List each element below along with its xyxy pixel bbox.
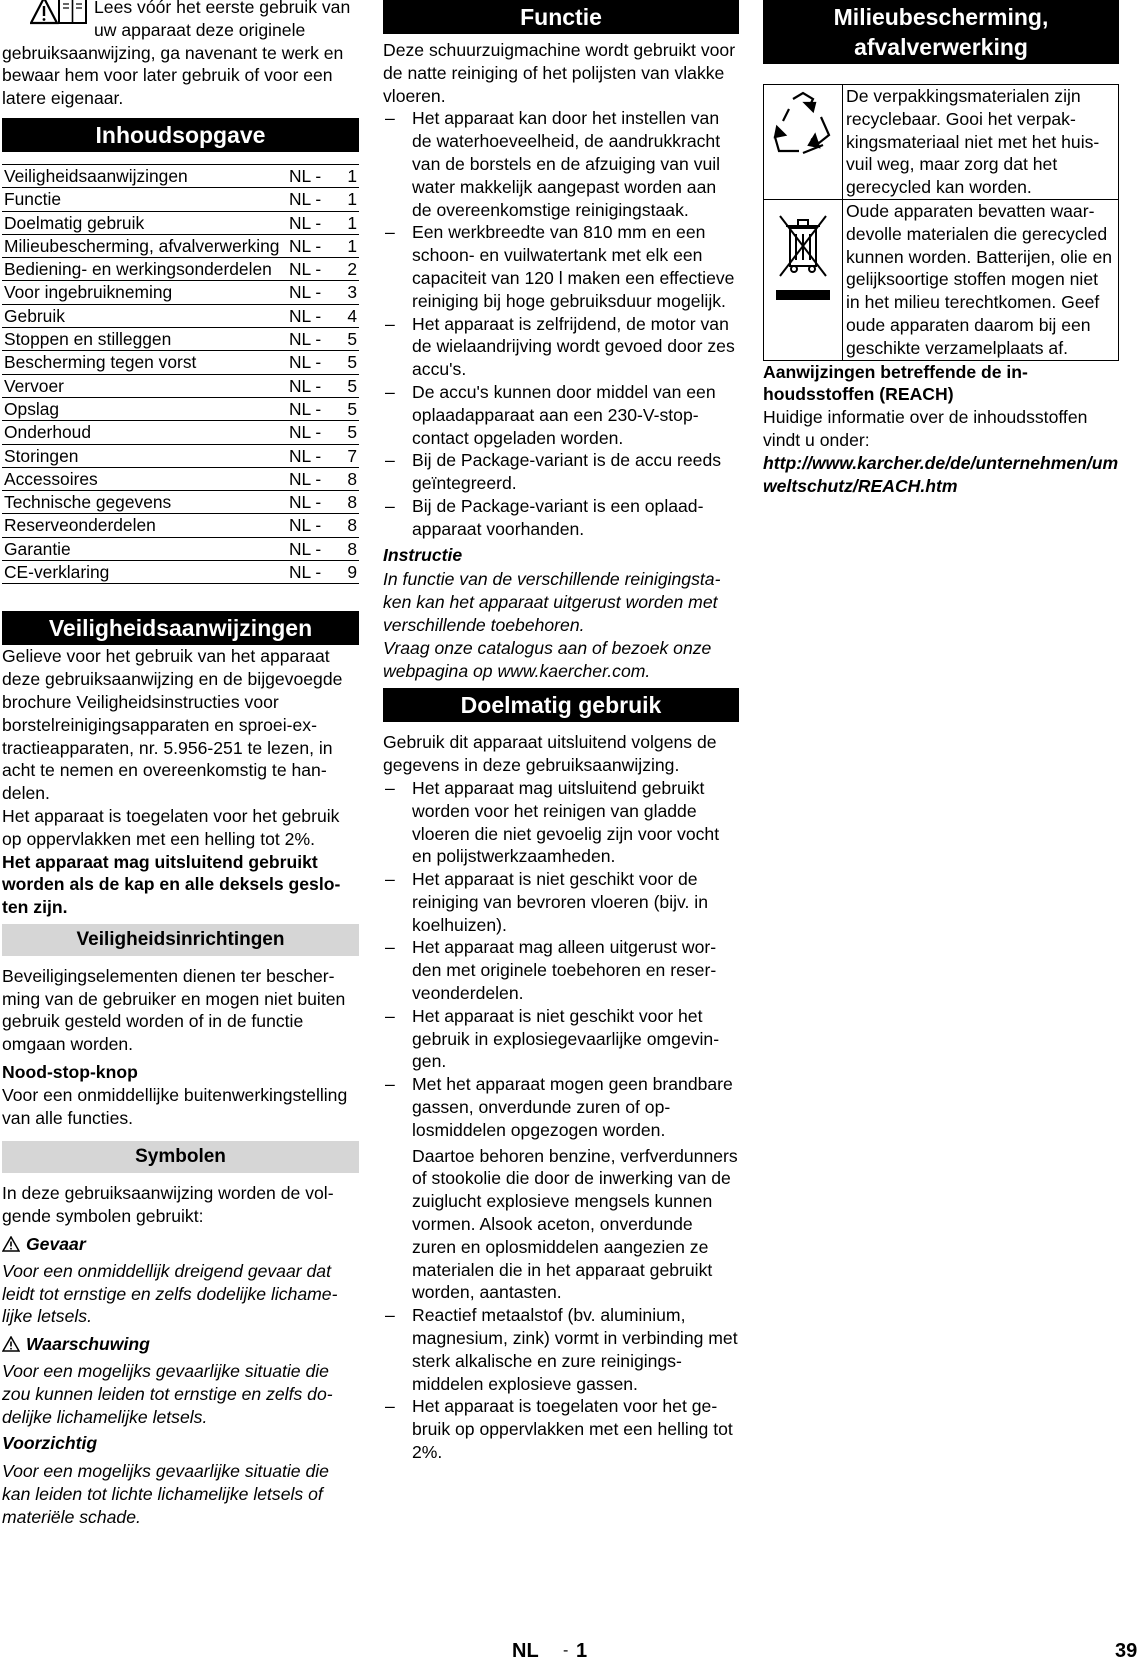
- toc-row[interactable]: [2, 467, 359, 490]
- toc-row[interactable]: [2, 444, 359, 467]
- toc-row[interactable]: [2, 258, 359, 281]
- toc-page: 2: [341, 258, 359, 281]
- recycle-icon: [769, 89, 837, 161]
- toc-heading: Inhoudsopgave: [2, 118, 359, 152]
- function-bullet: – Bij de Package-variant is de accu reeds geïntegreerd.: [383, 449, 739, 495]
- toc-section: NL -: [287, 234, 341, 257]
- environment-table: [763, 84, 1119, 361]
- toc-page: 9: [341, 561, 359, 584]
- toc-page: 8: [341, 537, 359, 560]
- danger-triangle-icon: [2, 1236, 20, 1252]
- function-bullet: – Het apparaat is zelfrijdend, de motor van de wielaandrijving wordt gevoed door zes accu's.: [383, 313, 739, 381]
- toc-title: Functie: [2, 188, 287, 211]
- toc-row[interactable]: [2, 351, 359, 374]
- toc-section: NL -: [287, 351, 341, 374]
- function-bullet: – Een werkbreedte van 810 mm en een schoon- en vuilwatertank met elk een capaciteit van 120 l maken een effectieve reiniging bij hoge gebruiksduur mogelijk.: [383, 221, 739, 312]
- toc-page: 5: [341, 374, 359, 397]
- toc-title: Veiligheidsaanwijzingen: [2, 164, 287, 187]
- warning-icon: [30, 0, 88, 26]
- toc-title: Accessoires: [2, 467, 287, 490]
- toc-section: NL -: [287, 188, 341, 211]
- toc-table: [2, 164, 359, 584]
- toc-page: 5: [341, 421, 359, 444]
- toc-row[interactable]: [2, 304, 359, 327]
- toc-row[interactable]: [2, 421, 359, 444]
- toc-title: Opslag: [2, 397, 287, 420]
- proper-use-extra: Daartoe behoren benzine, verfverdunners of stookolie die door de inwerking van de zuiglucht explosieve mengsels kunnen vormen. Alsook aceton, onverdunde zuren en oplosmiddelen aangezien ze materialen die in het apparaat gebruikt worden, aantasten.: [412, 1145, 738, 1303]
- toc-title: Storingen: [2, 444, 287, 467]
- safety-p1: Gelieve voor het gebruik van het apparaat deze gebruiksaanwijzing en de bijgevoegde brochure Veiligheidsinstructies voor borstelreinigingsapparaten en sproei-extractieapparaten, nr. 5.956-251 te lezen, in acht te nemen en overeenkomstig te handelen.: [2, 646, 343, 804]
- proper-use-heading: Doelmatig gebruik: [383, 688, 739, 722]
- toc-row[interactable]: [2, 514, 359, 537]
- caution-label: Voorzichtig: [2, 1433, 98, 1454]
- toc-page: 1: [341, 164, 359, 187]
- instruction-text-2: Vraag onze catalogus aan of bezoek onze webpagina op www.kaercher.com.: [383, 637, 712, 681]
- proper-use-bullet: – Het apparaat is niet geschikt voor het gebruik in explosiegevaarlijke omgevingen.: [383, 1005, 739, 1073]
- proper-use-bullet: – Het apparaat is toegelaten voor het gebruik op oppervlakken met een helling tot 2%.: [383, 1395, 739, 1463]
- toc-page: 4: [341, 304, 359, 327]
- toc-row[interactable]: [2, 188, 359, 211]
- toc-section: NL -: [287, 444, 341, 467]
- function-heading: Functie: [383, 0, 739, 34]
- weee-row: [764, 199, 1119, 360]
- toc-row[interactable]: [2, 561, 359, 584]
- toc-title: Reserveonderdelen: [2, 514, 287, 537]
- toc-page: 5: [341, 397, 359, 420]
- toc-title: Gebruik: [2, 304, 287, 327]
- devices-heading: Veiligheidsinrichtingen: [2, 924, 359, 956]
- proper-use-bullets: [383, 777, 739, 1142]
- proper-use-bullet: – Het apparaat is niet geschikt voor de reiniging van bevroren vloeren (bijv. in koelhuizen).: [383, 868, 739, 936]
- toc-row[interactable]: [2, 537, 359, 560]
- toc-title: Vervoer: [2, 374, 287, 397]
- toc-title: CE-verklaring: [2, 561, 287, 584]
- toc-section: NL -: [287, 258, 341, 281]
- left-column: [2, 0, 359, 1529]
- right-column: [763, 0, 1119, 497]
- toc-page: 8: [341, 491, 359, 514]
- weee-icon-cell: [764, 199, 843, 360]
- toc-title: Garantie: [2, 537, 287, 560]
- toc-page: 3: [341, 281, 359, 304]
- toc-row[interactable]: [2, 164, 359, 187]
- danger-label-text: Gevaar: [26, 1234, 86, 1255]
- reach-heading: Aanwijzingen betreffende de inhoudsstoffen (REACH): [763, 361, 1028, 405]
- toc-title: Technische gegevens: [2, 491, 287, 514]
- function-bullets: [383, 107, 739, 540]
- toc-section: NL -: [287, 537, 341, 560]
- weee-text: Oude apparaten bevatten waardevolle materialen die gerecycled kunnen worden. Batterijen, olie en gelijksoortige stoffen mogen niet in het milieu terechtkomen. Geef oude apparaten daarom bij een geschikte verzamelplaats af.: [843, 199, 1119, 360]
- toc-row[interactable]: [2, 211, 359, 234]
- danger-label: [2, 1233, 359, 1256]
- symbols-intro: In deze gebruiksaanwijzing worden de volgende symbolen gebruikt:: [2, 1183, 334, 1227]
- toc-page: 5: [341, 328, 359, 351]
- toc-page: 1: [341, 211, 359, 234]
- toc-row[interactable]: [2, 491, 359, 514]
- instruction-text-1: In functie van de verschillende reinigingstaken kan het apparaat uitgerust worden met verschillende toebehoren.: [383, 569, 721, 635]
- environment-heading: Milieubescherming, afvalverwerking: [763, 0, 1119, 64]
- toc-title: Stoppen en stilleggen: [2, 328, 287, 351]
- toc-section: NL -: [287, 164, 341, 187]
- symbols-heading: Symbolen: [2, 1141, 359, 1173]
- toc-row[interactable]: [2, 397, 359, 420]
- proper-use-bullet: – Het apparaat mag alleen uitgerust worden met originele toebehoren en reserveonderdelen.: [383, 936, 739, 1004]
- toc-page: 8: [341, 514, 359, 537]
- toc-page: 5: [341, 351, 359, 374]
- toc-section: NL -: [287, 281, 341, 304]
- toc-section: NL -: [287, 328, 341, 351]
- function-bullet: – De accu's kunnen door middel van een oplaadapparaat aan een 230-V-stopcontact opgeladen worden.: [383, 381, 739, 449]
- intro: [2, 0, 359, 110]
- intro-text: Lees vóór het eerste gebruik van uw apparaat deze originele gebruiksaanwijzing, ga navenant te werk en bewaar hem voor later gebruik of voor een latere eigenaar.: [2, 0, 351, 109]
- toc-page: 8: [341, 467, 359, 490]
- middle-column: [383, 0, 739, 1464]
- caution-text: Voor een mogelijks gevaarlijke situatie die kan leiden tot lichte lichamelijke letsels of materiële schade.: [2, 1461, 329, 1527]
- toc-title: Bediening- en werkingsonderdelen: [2, 258, 287, 281]
- function-bullet: – Bij de Package-variant is een oplaadapparaat voorhanden.: [383, 495, 739, 541]
- reach-url[interactable]: http://www.karcher.de/de/unternehmen/umweltschutz/REACH.htm: [763, 452, 1119, 496]
- function-bullet: – Het apparaat kan door het instellen van de waterhoeveelheid, de aandrukkracht van de borstels en de afzuiging van vuil water makkelijk aangepast worden aan de overeenkomstige reinigingstaak.: [383, 107, 739, 221]
- safety-p3: Het apparaat mag uitsluitend gebruikt worden als de kap en alle deksels gesloten zijn.: [2, 851, 341, 918]
- safety-p2: Het apparaat is toegelaten voor het gebruik op oppervlakken met een helling tot 2%.: [2, 805, 340, 849]
- recycle-row: [764, 85, 1119, 200]
- toc-section: NL -: [287, 211, 341, 234]
- toc-section: NL -: [287, 397, 341, 420]
- estop-heading: Nood-stop-knop: [2, 1062, 138, 1083]
- warning-label: [2, 1333, 359, 1356]
- toc-row[interactable]: [2, 328, 359, 351]
- function-intro: Deze schuurzuigmachine wordt gebruikt voor de natte reiniging of het polijsten van vlakke vloeren.: [383, 40, 736, 106]
- toc-title: Doelmatig gebruik: [2, 211, 287, 234]
- recycle-icon-cell: [764, 85, 843, 200]
- proper-use-bullet: – Reactief metaalstof (bv. aluminium, magnesium, zink) vormt in verbinding met sterk alkalische en zure reinigingsmiddelen explosieve gassen.: [383, 1304, 739, 1395]
- toc-title: Milieubescherming, afvalverwerking: [2, 234, 287, 257]
- devices-text: Beveiligingselementen dienen ter bescherming van de gebruiker en mogen niet buiten gebruik gesteld worden of in de functie omgaan worden.: [2, 965, 346, 1055]
- safety-heading: Veiligheidsaanwijzingen: [2, 611, 359, 645]
- toc-row[interactable]: [2, 374, 359, 397]
- toc-section: NL -: [287, 561, 341, 584]
- toc-page: 1: [341, 234, 359, 257]
- proper-use-bullet: – Het apparaat mag uitsluitend gebruikt worden voor het reinigen van gladde vloeren die niet gevoelig zijn voor vocht en polijstwerkzaamheden.: [383, 777, 739, 868]
- proper-use-bullet: – Met het apparaat mogen geen brandbare gassen, onverdunde zuren of oplosmiddelen opgezogen worden.: [383, 1073, 739, 1141]
- toc-row[interactable]: [2, 281, 359, 304]
- recycle-text: De verpakkingsmaterialen zijn recyclebaar. Gooi het verpakkingsmateriaal niet met het huisvuil weg, maar zorg dat het gerecycled kan worden.: [843, 85, 1119, 200]
- footer-page-number: 39: [1115, 1640, 1138, 1662]
- danger-text: Voor een onmiddellijk dreigend gevaar dat leidt tot ernstige en zelfs dodelijke lichamelijke letsels.: [2, 1260, 338, 1327]
- toc-section: NL -: [287, 374, 341, 397]
- toc-title: Onderhoud: [2, 421, 287, 444]
- instruction-label: Instructie: [383, 544, 463, 565]
- warning-label-text: Waarschuwing: [26, 1334, 150, 1355]
- reach-text: Huidige informatie over de inhoudsstoffen vindt u onder:: [763, 407, 1088, 450]
- toc-row[interactable]: [2, 234, 359, 257]
- footer-sep: -: [563, 1642, 569, 1659]
- toc-section: NL -: [287, 491, 341, 514]
- footer-lang: NL: [512, 1640, 539, 1662]
- toc-title: Voor ingebruikneming: [2, 281, 287, 304]
- warning-text: Voor een mogelijks gevaarlijke situatie die zou kunnen leiden tot ernstige en zelfs dodelijke lichamelijke letsels.: [2, 1361, 333, 1427]
- crossed-bin-icon: [772, 208, 834, 308]
- toc-section: NL -: [287, 467, 341, 490]
- estop-text: Voor een onmiddellijke buitenwerkingstelling van alle functies.: [2, 1084, 348, 1128]
- toc-section: NL -: [287, 421, 341, 444]
- warning-triangle-icon: [2, 1336, 20, 1352]
- proper-use-intro: Gebruik dit apparaat uitsluitend volgens de gegevens in deze gebruiksaanwijzing.: [383, 732, 717, 776]
- toc-section: NL -: [287, 304, 341, 327]
- toc-section: NL -: [287, 514, 341, 537]
- footer-local-page: 1: [576, 1640, 588, 1662]
- proper-use-bullets-2: [383, 1304, 739, 1464]
- toc-page: 1: [341, 188, 359, 211]
- warning-book-icons: [30, 0, 88, 19]
- toc-page: 7: [341, 444, 359, 467]
- toc-title: Bescherming tegen vorst: [2, 351, 287, 374]
